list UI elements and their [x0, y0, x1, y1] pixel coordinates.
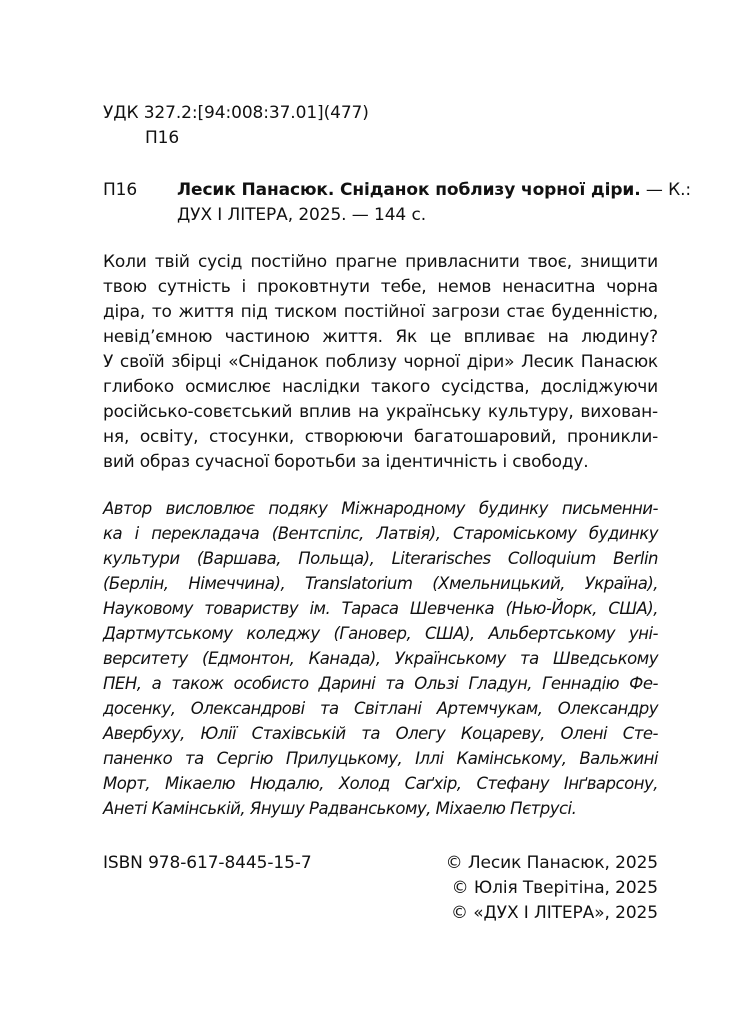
annotation-line: глибоко осмислює наслідки такого сусідства, досліджуючи	[103, 377, 658, 397]
acknowledgment-line: Дартмутському коледжу (Гановер, США), Альбертському уні-	[103, 624, 658, 643]
udk-code: УДК 327.2:[94:008:37.01](477)	[103, 103, 369, 123]
acknowledgment-line: (Берлін, Німеччина), Translatorium (Хмельницький, Україна),	[103, 574, 658, 593]
acknowledgment-line: Авербуху, Юлії Стахівській та Олегу Коцареву, Олені Сте-	[103, 724, 658, 743]
acknowledgment-line: культури (Варшава, Польща), Literarisches Colloquium Berlin	[103, 549, 658, 568]
author-sign: П16	[145, 128, 180, 148]
acknowledgment-line: верситету (Едмонтон, Канада), Українському та Шведському	[103, 649, 658, 668]
biblio-description	[177, 178, 691, 202]
annotation-line: У своїй збірці «Сніданок поблизу чорної діри» Лесик Панасюк	[103, 352, 658, 372]
biblio-imprint: ДУХ І ЛІТЕРА, 2025. — 144 с.	[177, 205, 426, 225]
annotation-line: діра, то життя під тиском постійної загрози стає буденністю,	[103, 302, 658, 322]
biblio-publisher-prefix: — К.:	[640, 180, 692, 200]
annotation-line: твою сутність і проковтнути тебе, немов ненаситна чорна	[103, 277, 658, 297]
acknowledgment-line: Морт, Мікаелю Нюдалю, Холод Саґхір, Стефану Інґварсону,	[103, 774, 658, 793]
acknowledgment-line: ка і перекладача (Вентспілс, Латвія), Староміському будинку	[103, 524, 658, 543]
annotation-line: російсько-совєтський вплив на українську культуру, вихован-	[103, 402, 658, 422]
biblio-code: П16	[103, 180, 138, 200]
acknowledgment-line: Науковому товариству ім. Тараса Шевченка (Нью-Йорк, США),	[103, 599, 658, 618]
acknowledgment-line: паненко та Сергію Прилуцькому, Іллі Камінському, Вальжині	[103, 749, 658, 768]
biblio-title: Лесик Панасюк. Сніданок поблизу чорної діри.	[177, 180, 641, 200]
annotation-line: вий образ сучасної боротьби за ідентичність і свободу.	[103, 452, 589, 472]
acknowledgment-line: Анеті Камінській, Янушу Радванському, Міхаелю Пєтрусі.	[103, 799, 577, 818]
copyright-publisher: © «ДУХ І ЛІТЕРА», 2025	[451, 903, 658, 923]
annotation-line: невід’ємною частиною життя. Як це впливає на людину?	[103, 327, 658, 347]
copyright-illustrator: © Юлія Тверітіна, 2025	[451, 878, 658, 898]
acknowledgment-line: ПЕН, а також особисто Дарині та Ользі Гладун, Геннадію Фе-	[103, 674, 658, 693]
acknowledgment-line: Автор висловлює подяку Міжнародному будинку письменни-	[103, 499, 658, 518]
isbn: ISBN 978-617-8445-15-7	[103, 853, 312, 873]
annotation-line: ня, освіту, стосунки, створюючи багатошаровий, проникли-	[103, 427, 658, 447]
copyright-author: © Лесик Панасюк, 2025	[445, 853, 658, 873]
annotation-line: Коли твій сусід постійно прагне привласнити твоє, знищити	[103, 252, 658, 272]
acknowledgment-line: досенку, Олександрові та Світлані Артемчукам, Олександру	[103, 699, 658, 718]
